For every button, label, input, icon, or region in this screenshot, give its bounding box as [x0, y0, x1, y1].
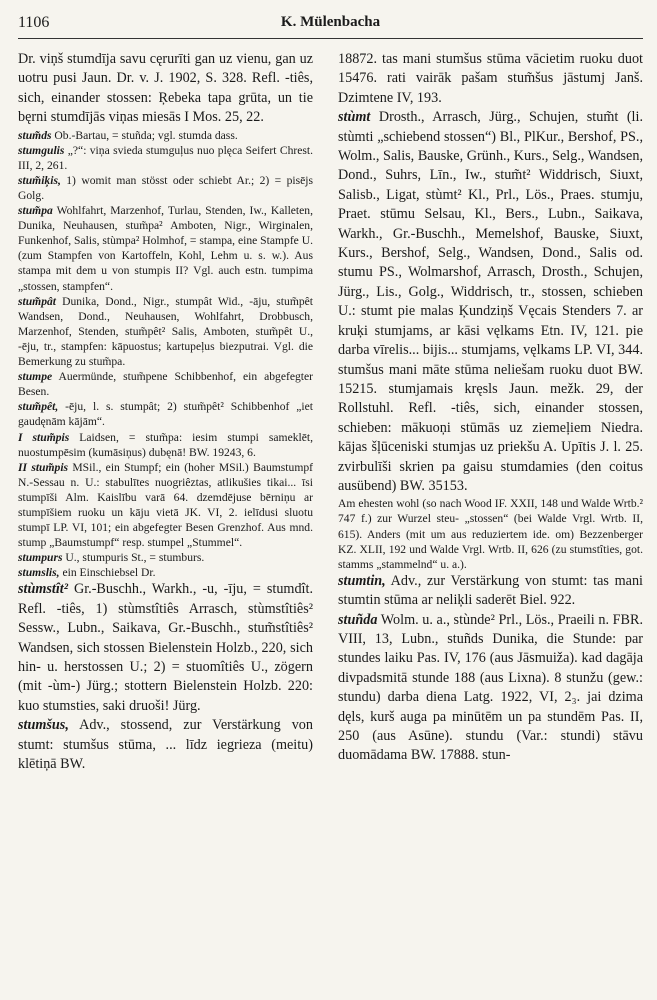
entry-text: Am ehesten wohl (so nach Wood IF. XXII, 148 und Walde Wrtb.² 747 f.) zur Wurzel steu- „stossen“ (bei Walde Vrgl. Wrtb. II, 615). Anders (mit um aus reduziertem ide. om) Bezzenberger KZ. XLII, 192 und Walde Vrgl. Wrtb. II, 626 (zu stumstîties, got. stamms „stammelnd“ u. a.). [338, 497, 643, 571]
entry-headword: stuñda [338, 611, 378, 628]
dictionary-entry [338, 572, 643, 611]
entry-headword: stumšus, [18, 717, 69, 734]
entry-text: MSil., ein Stumpf; ein (hoher MSil.) Baumstumpf N.-Sessau n. U.: stabulītes nuogriêztas, atlikušies tikai... īsi stumpīši Alm. Kaislību varā 64. dzemdējuse bērniņu ar stumpīšiem ruoku un kāju vietā JK. VI, 2. ielīdusi sluotu stumpī LP. VI, 101; ein abgefegter Besen Grenzhof. Aus mnd. stump „Baumstumpf“ resp. stumpel „Stummel“. [18, 460, 313, 550]
entry-headword: stumslis, [18, 566, 60, 580]
entry-headword: stum̃iķis, [18, 173, 61, 187]
dictionary-entry [18, 550, 313, 565]
entry-headword: stumtin, [338, 572, 386, 589]
dictionary-entry [18, 294, 313, 369]
dictionary-entry [18, 369, 313, 399]
entry-text: 1) womit man stösst oder schiebt Ar.; 2) = pisējs Golg. [18, 173, 313, 202]
dictionary-entry [18, 173, 313, 203]
dictionary-entry [18, 50, 313, 128]
entry-text: U., stumpuris St., = stumburs. [62, 551, 205, 565]
page-header [18, 14, 643, 39]
dictionary-entry [338, 108, 643, 496]
entry-headword: stum̃pa [18, 204, 53, 218]
left-column [18, 50, 313, 992]
entry-text: Auermünde, stum̃pene Schibbenhof, ein abgefegter Besen. [18, 370, 313, 399]
right-column [338, 50, 643, 992]
entry-text: 18872. tas mani stumšus stūma vācietim ruoku duot 15476. rati vairāk pašam stum̃šus jāstumj Janš. Dzimtene IV, 193. [338, 51, 643, 106]
dictionary-entry [18, 430, 313, 460]
dictionary-entry [18, 716, 313, 774]
dictionary-entry [338, 496, 643, 571]
entry-text: Wohlfahrt, Marzenhof, Turlau, Stenden, Iw., Kalleten, Dunika, Neuhausen, stum̃pa² Amboten, Nigr., Wirginalen, Funkenhof, Salis, stùmpa² Holmhof, = stampa, eine Stampfe U. (zum Stampfen von Kartoffeln, Kohl, Lehm u. s. w.). Aus stampa mit dem u von stumpis II? Vgl. auch estn. tumpima „stossen, stampfen“. [18, 204, 313, 293]
entry-headword: stum̃pêt, [18, 400, 59, 414]
entry-headword: I stum̃pis [18, 430, 70, 444]
dictionary-entry [18, 203, 313, 294]
entry-text: Adv., stossend, zur Verstärkung von stumt: stumšus stūma, ... līdz iegrieza (meitu) klētiņā BW. [18, 717, 313, 773]
entry-headword: stumpe [18, 370, 53, 384]
dictionary-entry [18, 580, 313, 716]
entry-headword: stùmstît² [18, 581, 68, 598]
entry-headword: stum̃ds [18, 128, 52, 142]
running-title: K. Mülenbacha [280, 14, 381, 30]
entry-text: Wolm. u. a., stùnde² Prl., Lös., Praeili n. FBR. VIII, 13, Lubn., stuñds Dunika, die Stunde: par stundes laiku Pas. IV, 176 (aus Jāsmuiža). kad dagāja divpadsmitā stunde 188 (aus Lixna). 8 stunžu (gew.: stundu) darba diena Latg. 1922, VI, 2₃. jai dzima dęls, kurš auga pa minūtēm un pa stundēm Pas. II, 250 (aus Asūne). stundu (Var.: stundi) stāvu duomādama BW. 17888. stun- [338, 611, 643, 764]
entry-text: Drosth., Arrasch, Jürg., Schujen, stum̃t (li. stùmti „schiebend stossen“) Bl., PlKur., Bershof, PS., Wolm., Salis, Bauske, Grünh., Kurs., Selg., Wandsen, Dond., Suhrs, Līn., Iw., stum̃t² Widdrisch, Siuxt, Salisb., Ligat, stùmt² Kl., Prl., Lös., Praes. stumju, Praet. stūmu Selsau, Kl., Bers., Lubn., Saikava, Warkh., Gr.-Buschh., Memelshof, Bauske, Siuxt, Kurs., Bershof, Selg., Wandsen, Dond., Salis od. stumu PS., Wolmarshof, Arrasch, Drosth., Schujen, Jürg., Lis., Golg., Widdrisch, tr., stossen, schieben U.: stumt pie malas Ķundziņš Vęcais Stenders 7. ar kruķi stumjams, ar kāsi vęlkams Etn. IV, 121. pie darba vīrelis... bijis... stumjams, vęlkams LP. VI, 344. stumšus mani māte stūma neliešam ruoku duot BW. 15215. stumjamais kręsls Jaun. mežk. 29, der Rollstuhl. Refl. -tiês, sich, einander stossen, schieben: mākuoņi stūmās uz ziemeļiem Niedra. kājas šļūceniski stumjas uz priekšu A. Upītis J. l. 25. zvirbulīši skrien pa gaisu stumdamies (den coitus ausübend) BW. 35153. [338, 109, 643, 494]
dictionary-entry [18, 399, 313, 429]
dictionary-entry [338, 50, 643, 108]
entry-text: Dr. viņš stumdīja savu cęrurīti gan uz vienu, gan uz uotru pusi Jaun. Dr. v. J. 1902, S. 328. Refl. -tiês, sich, einander stossen: Ŗebeka tapa grūta, un tie bęrni stumdījās viņas miesās I Mos. 25, 22. [18, 51, 313, 126]
entry-headword: stum̃pât [18, 294, 57, 308]
dictionary-entry [18, 143, 313, 173]
entry-text: Ob.-Bartau, = stuñda; vgl. stumda dass. [51, 128, 238, 142]
entry-headword: stumgulis [18, 143, 65, 157]
entry-headword: stumpurs [18, 551, 63, 565]
entry-headword: II stum̃pis [18, 460, 69, 474]
entry-headword: stùmt [338, 109, 371, 126]
dictionary-entry [18, 128, 313, 143]
entry-text: Dunika, Dond., Nigr., stumpât Wid., -āju, stum̃pêt Wandsen, Dond., Neuhausen, Wohlfahrt, Drobbusch, Marzenhof, Stenden, stum̃pêt² Salis, Amboten, stum̃pêt U., -ēju, tr., stampfen: kāpuostus; kartupeļus biezputrai. Vgl. die Bemerkung zu stum̃pa. [18, 294, 313, 369]
dictionary-entry [338, 611, 643, 766]
entry-text: Adv., zur Verstärkung von stumt: tas mani stumtin stūma ar neliķli saderēt Biel. 922. [338, 572, 643, 609]
entry-text: „?“: viņa svieda stumguļus nuo plęca Seifert Chrest. III, 2, 261. [18, 143, 313, 172]
entry-text: Gr.-Buschh., Warkh., -u, -īju, = stumdît. Refl. -tiês, 1) stùmstîtiês Arrasch, stùmstîtiês² Sessw., Lubn., Saikava, Gr.-Buschh., stum̃stîtiês² Wandsen, sich stossen Bielenstein Holzb., 220, sich hin- u. herstossen U.; 2) = stuomîtiês U., zögern (mit -ùm-) Jürg.; stottern Bielenstein Holzb. 220: kuo stumsties, saki druoši! Jürg. [18, 581, 313, 714]
dictionary-entry [18, 565, 313, 580]
page-number: 1106 [18, 14, 50, 31]
entry-text: Laidsen, = stum̃pa: iesim stumpi sameklēt, nuostumpēsim (kumāsiņus) dubęnā! BW. 19243, 6. [18, 430, 313, 459]
dictionary-entry [18, 460, 313, 551]
entry-text: -ēju, l. s. stumpât; 2) stum̃pêt² Schibbenhof „iet gaudęnām kājām“. [18, 400, 313, 429]
entry-text: ein Einschiebsel Dr. [59, 566, 156, 580]
